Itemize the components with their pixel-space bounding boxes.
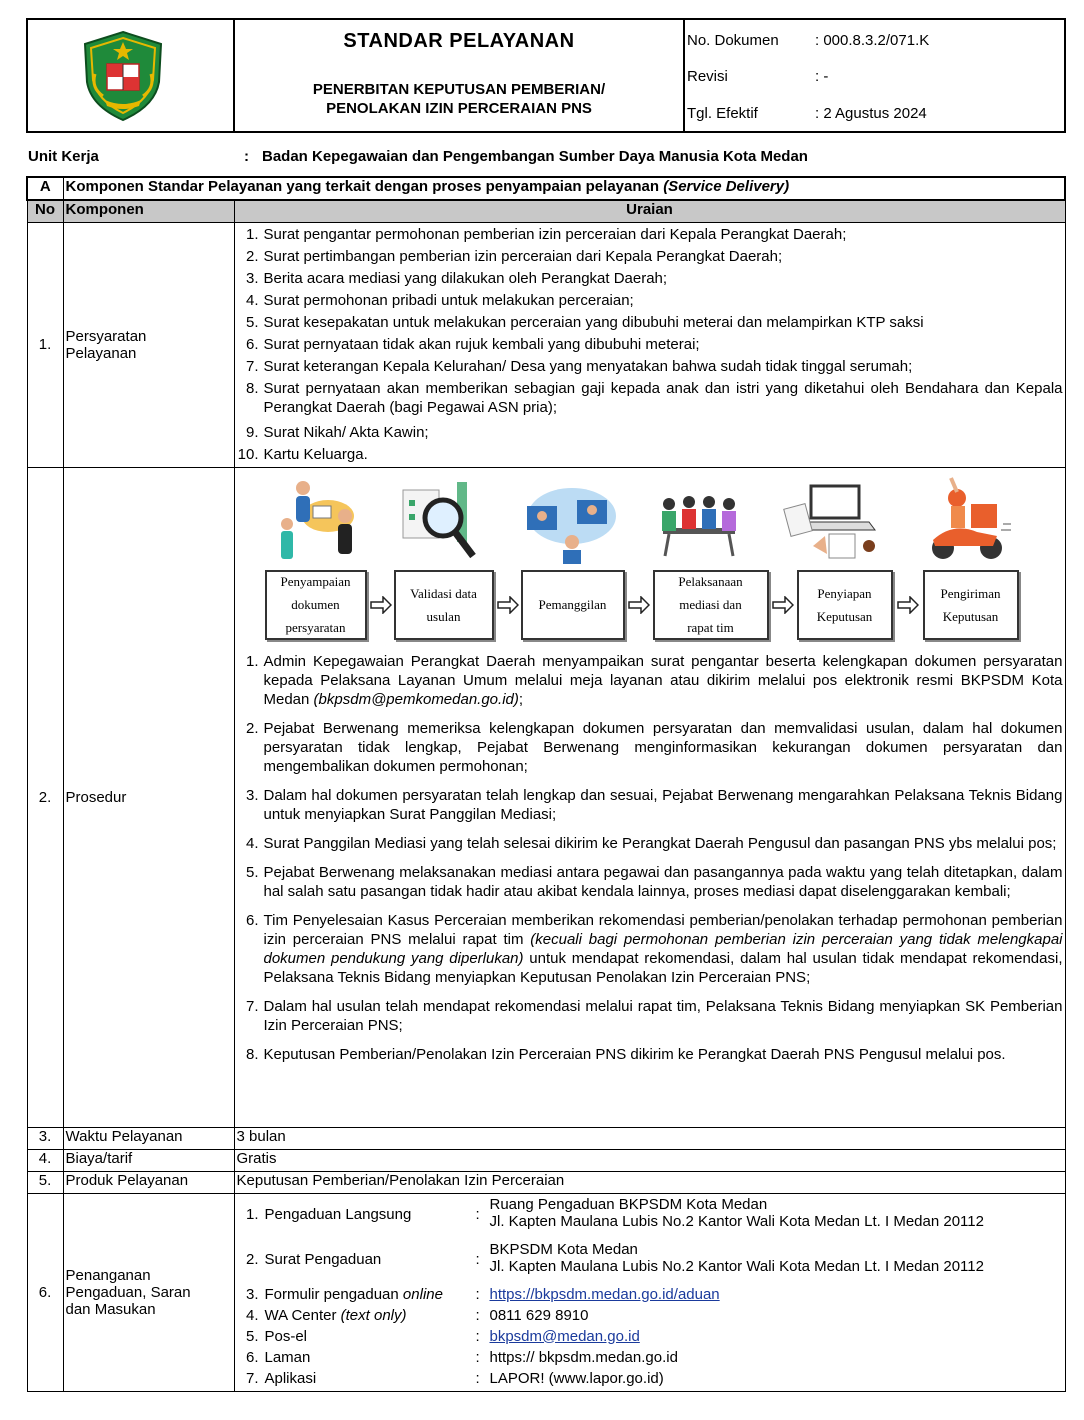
document-handover-icon <box>273 476 373 566</box>
column-header-row <box>27 200 1065 222</box>
step-number: 4. <box>245 834 259 852</box>
requirement-item <box>237 357 1063 376</box>
magnifier-validation-icon <box>397 476 497 566</box>
item-number: 9. <box>245 423 259 441</box>
row-value: Keputusan Pemberian/Penolakan Izin Perceraian <box>234 1171 1065 1193</box>
requirement-item <box>237 379 1063 417</box>
arrow-right-icon <box>772 596 794 614</box>
item-number: 6. <box>245 335 259 353</box>
channel-detail <box>488 1328 1063 1349</box>
complaint-channel-row <box>237 1328 1063 1349</box>
channel-colon: : <box>475 1306 480 1324</box>
step-number: 2. <box>245 719 259 737</box>
channel-link[interactable]: bkpsdm@medan.go.id <box>489 1327 640 1345</box>
logo-cell <box>28 20 235 131</box>
item-text: Berita acara mediasi yang dilakukan oleh Perangkat Daerah; <box>263 269 668 287</box>
channel-detail <box>488 1307 1063 1328</box>
meta-cell <box>685 20 1064 131</box>
step-text: Pejabat Berwenang memeriksa kelengkapan dokumen persyaratan dan memvalidasi usulan, dalam hal dokumen persyaratan tidak lengkap, Pejabat Berwenang menginformasikan kekurangan dokumen persyaratan dan mengembalikan dokumen permohonan; <box>263 719 1063 775</box>
label-line: Persyaratan <box>65 327 147 345</box>
requirement-item <box>237 269 1063 288</box>
channel-label: Aplikasi <box>264 1369 317 1387</box>
requirement-item <box>237 335 1063 354</box>
row-waktu <box>27 1127 1065 1149</box>
unit-kerja-label: Unit Kerja <box>28 148 99 165</box>
procedure-step <box>237 719 1063 776</box>
mediation-meeting-icon <box>649 476 749 566</box>
requirement-item <box>237 225 1063 244</box>
procedure-step <box>237 863 1063 901</box>
item-text: Surat pengantar permohonan pemberian izin perceraian dari Kepala Perangkat Daerah; <box>263 225 847 243</box>
row-biaya <box>27 1149 1065 1171</box>
channel-colon: : <box>475 1327 480 1345</box>
channel-detail <box>488 1370 1063 1391</box>
laptop-decree-icon <box>783 476 883 566</box>
procedure-step <box>237 652 1063 709</box>
label-line: dan Masukan <box>65 1300 156 1318</box>
channel-detail <box>488 1241 1063 1286</box>
row-produk <box>27 1171 1065 1193</box>
channel-label: Pengaduan Langsung <box>264 1205 412 1223</box>
flow-step-4: Pelaksanaan mediasi dan rapat tim <box>653 570 769 640</box>
item-text: Surat permohonan pribadi untuk melakukan perceraian; <box>263 291 634 309</box>
step-text: Dalam hal usulan telah mendapat rekomendasi melalui rapat tim, Pelaksana Teknis Bidang menyiapkan SK Pemberian Izin Perceraian PNS; <box>263 997 1063 1034</box>
channel-label: WA Center (text only) <box>264 1306 407 1324</box>
channel-label: Surat Pengaduan <box>264 1250 382 1268</box>
row-label: Prosedur <box>63 467 234 1127</box>
channel-colon: : <box>475 1285 480 1303</box>
step-text-after: untuk mendapat rekomendasi, dalam hal usulan tidak mendapat rekomendasi, Pelaksana Teknis Bidang menyiapkan Keputusan Penolakan Izin Perceraian PNS; <box>263 949 1063 986</box>
step-text-italic: (bkpsdm@pemkomedan.go.id) <box>313 690 519 708</box>
channel-number: 2. <box>245 1250 259 1268</box>
row-label: Produk Pelayanan <box>63 1171 234 1193</box>
section-header-row <box>27 177 1065 200</box>
section-letter: A <box>27 177 63 200</box>
channel-colon: : <box>475 1348 480 1366</box>
channel-value-line2: Jl. Kapten Maulana Lubis No.2 Kantor Wali Kota Medan Lt. I Medan 20112 <box>489 1257 984 1275</box>
item-number: 8. <box>245 379 259 397</box>
requirement-item <box>237 445 1063 464</box>
row-uraian <box>234 1193 1065 1391</box>
channel-number: 5. <box>245 1327 259 1345</box>
subtitle-line-2: PENOLAKAN IZIN PERCERAIAN PNS <box>326 100 592 117</box>
row-uraian <box>234 467 1065 1127</box>
item-text: Surat pernyataan tidak akan rujuk kembali yang dibubuhi meterai; <box>263 335 700 353</box>
label-line: Penanganan <box>65 1266 151 1284</box>
row-prosedur <box>27 467 1065 1127</box>
row-value: 3 bulan <box>234 1127 1065 1149</box>
complaint-channel-row <box>237 1349 1063 1370</box>
complaint-channel-row <box>237 1196 1063 1241</box>
row-uraian <box>234 222 1065 467</box>
meta-key: Tgl. Efektif <box>687 105 758 122</box>
arrow-right-icon <box>628 596 650 614</box>
flow-step-6: Pengiriman Keputusan <box>923 570 1019 640</box>
item-number: 3. <box>245 269 259 287</box>
unit-kerja-value: Badan Kepegawaian dan Pengembangan Sumber Daya Manusia Kota Medan <box>262 148 808 165</box>
document-subtitle <box>235 80 683 118</box>
meta-value: : 000.8.3.2/071.K <box>815 32 930 49</box>
procedure-steps-list <box>237 652 1063 1064</box>
item-text: Surat Nikah/ Akta Kawin; <box>263 423 429 441</box>
step-text-italic: (kecuali bagi permohonan pemberian izin perceraian yang tidak melengkapai dokumen pendukung yang diperlukan) <box>263 930 1063 967</box>
step-number: 3. <box>245 786 259 804</box>
channel-colon: : <box>475 1369 480 1387</box>
requirement-item <box>237 291 1063 310</box>
item-text: Surat pertimbangan pemberian izin perceraian dari Kepala Perangkat Daerah; <box>263 247 783 265</box>
service-standard-table <box>26 176 1066 1392</box>
procedure-step <box>237 834 1063 853</box>
item-number: 2. <box>245 247 259 265</box>
item-text: Surat keterangan Kepala Kelurahan/ Desa yang menyatakan bahwa sudah tidak tinggal serumah; <box>263 357 913 375</box>
step-number: 8. <box>245 1045 259 1063</box>
channel-colon: : <box>475 1205 480 1223</box>
col-no: No <box>27 200 63 222</box>
channel-number: 3. <box>245 1285 259 1303</box>
channel-label: Pos-el <box>264 1327 308 1345</box>
row-number: 6. <box>27 1193 63 1391</box>
arrow-right-icon <box>897 596 919 614</box>
row-label <box>63 222 234 467</box>
step-number: 5. <box>245 863 259 881</box>
document-title: STANDAR PELAYANAN <box>343 30 575 52</box>
channel-value: Ruang Pengaduan BKPSDM Kota Medan <box>489 1195 768 1213</box>
arrow-right-icon <box>370 596 392 614</box>
item-text: Surat pernyataan akan memberikan sebagian gaji kepada anak dan istri yang diketahui oleh Bendahara dan Kepala Perangkat Daerah (bagi Pegawai ASN pria); <box>263 379 1063 416</box>
online-meeting-icon <box>517 476 617 566</box>
row-label: Biaya/tarif <box>63 1149 234 1171</box>
procedure-flowchart <box>237 570 1063 652</box>
procedure-step <box>237 786 1063 824</box>
channel-label: Formulir pengaduan online <box>264 1285 443 1303</box>
complaint-channels <box>237 1196 1063 1391</box>
flow-step-3: Pemanggilan <box>521 570 625 640</box>
channel-detail <box>488 1286 1063 1307</box>
col-uraian: Uraian <box>234 200 1065 222</box>
label-line: Pelayanan <box>65 344 137 362</box>
document-header <box>26 18 1066 133</box>
item-number: 1. <box>245 225 259 243</box>
unit-kerja-colon: : <box>244 148 249 165</box>
delivery-courier-icon <box>913 476 1013 566</box>
step-text: Tim Penyelesaian Kasus Perceraian memberikan rekomendasi pemberian/penolakan terhadap permohonan pemberian izin perceraian PNS melalui rapat tim <box>263 911 1063 948</box>
step-text: Admin Kepegawaian Perangkat Daerah menyampaikan surat pengantar beserta kelengkapan dokumen persyaratan kepada Pelaksana Layanan Umum melalui meja layanan atau dikirim melalui pos elektronik resmi BKPSDM Kota Medan <box>263 652 1063 708</box>
row-value: Gratis <box>234 1149 1065 1171</box>
col-komponen: Komponen <box>63 200 234 222</box>
procedure-step <box>237 911 1063 987</box>
meta-key: Revisi <box>687 68 728 85</box>
step-text: Pejabat Berwenang melaksanakan mediasi antara pegawai dan pasangannya pada waktu yang telah ditetapkan, dalam hal salah satu pasangan tidak hadir atau akibat kendala lainnya, proses mediasi dapat diselenggarakan kembali; <box>263 863 1063 900</box>
step-text-after: ; <box>518 690 524 708</box>
requirement-item <box>237 247 1063 266</box>
item-text: Kartu Keluarga. <box>263 445 368 463</box>
flow-step-2: Validasi data usulan <box>394 570 494 640</box>
channel-value-line2: Jl. Kapten Maulana Lubis No.2 Kantor Wali Kota Medan Lt. I Medan 20112 <box>489 1212 984 1230</box>
step-text: Keputusan Pemberian/Penolakan Izin Perceraian PNS dikirim ke Perangkat Daerah PNS Pengusul melalui pos. <box>263 1045 1006 1063</box>
step-text: Surat Panggilan Mediasi yang telah selesai dikirim ke Perangkat Daerah Pengusul dan pasangan PNS ybs melalui pos; <box>263 834 1057 852</box>
complaint-channel-row <box>237 1286 1063 1307</box>
meta-value: : - <box>815 68 829 85</box>
label-line: Pengaduan, Saran <box>65 1283 191 1301</box>
step-text: Dalam hal dokumen persyaratan telah lengkap dan sesuai, Pejabat Berwenang mengarahkan Pelaksana Teknis Bidang untuk menyiapkan Surat Panggilan Mediasi; <box>263 786 1063 823</box>
item-text: Surat kesepakatan untuk melakukan perceraian yang dibubuhi meterai dan melampirkan KTP saksi <box>263 313 924 331</box>
row-number: 5. <box>27 1171 63 1193</box>
complaint-channel-row <box>237 1307 1063 1328</box>
flow-step-5: Penyiapan Keputusan <box>797 570 893 640</box>
subtitle-line-1: PENERBITAN KEPUTUSAN PEMBERIAN/ <box>312 81 606 98</box>
requirement-item <box>237 313 1063 332</box>
row-persyaratan <box>27 222 1065 467</box>
channel-number: 1. <box>245 1205 259 1223</box>
step-number: 1. <box>245 652 259 670</box>
requirements-list <box>237 225 1063 464</box>
flow-step-1: Penyampaian dokumen persyaratan <box>265 570 367 640</box>
row-label <box>63 1193 234 1391</box>
row-number: 2. <box>27 467 63 1127</box>
channel-value: LAPOR! (www.lapor.go.id) <box>489 1369 664 1387</box>
channel-link[interactable]: https://bkpsdm.medan.go.id/aduan <box>489 1285 720 1303</box>
procedure-step <box>237 1045 1063 1064</box>
medan-city-crest-icon <box>81 30 165 122</box>
row-number: 1. <box>27 222 63 467</box>
row-number: 3. <box>27 1127 63 1149</box>
step-number: 7. <box>245 997 259 1015</box>
section-title-italic: (Service Delivery) <box>663 178 790 195</box>
row-number: 4. <box>27 1149 63 1171</box>
channel-detail <box>488 1349 1063 1370</box>
channel-colon: : <box>475 1250 480 1268</box>
meta-value: : 2 Agustus 2024 <box>815 105 927 122</box>
complaint-channel-row <box>237 1241 1063 1286</box>
channel-value: 0811 629 8910 <box>489 1306 589 1324</box>
meta-key: No. Dokumen <box>687 32 779 49</box>
procedure-illustrations <box>237 472 1063 570</box>
channel-number: 7. <box>245 1369 259 1387</box>
title-cell <box>235 20 685 131</box>
requirement-item <box>237 423 1063 442</box>
row-label: Waktu Pelayanan <box>63 1127 234 1149</box>
procedure-step <box>237 997 1063 1035</box>
complaint-channel-row <box>237 1370 1063 1391</box>
arrow-right-icon <box>497 596 519 614</box>
channel-number: 6. <box>245 1348 259 1366</box>
item-number: 7. <box>245 357 259 375</box>
section-title-text: Komponen Standar Pelayanan yang terkait dengan proses penyampaian pelayanan <box>65 178 660 195</box>
item-number: 10. <box>237 445 259 463</box>
section-title <box>63 177 1065 200</box>
channel-value: https:// bkpsdm.medan.go.id <box>489 1348 678 1366</box>
item-number: 5. <box>245 313 259 331</box>
item-number: 4. <box>245 291 259 309</box>
channel-label: Laman <box>264 1348 311 1366</box>
channel-value: BKPSDM Kota Medan <box>489 1240 638 1258</box>
channel-number: 4. <box>245 1306 259 1324</box>
step-number: 6. <box>245 911 259 929</box>
channel-detail <box>488 1196 1063 1241</box>
row-pengaduan <box>27 1193 1065 1391</box>
